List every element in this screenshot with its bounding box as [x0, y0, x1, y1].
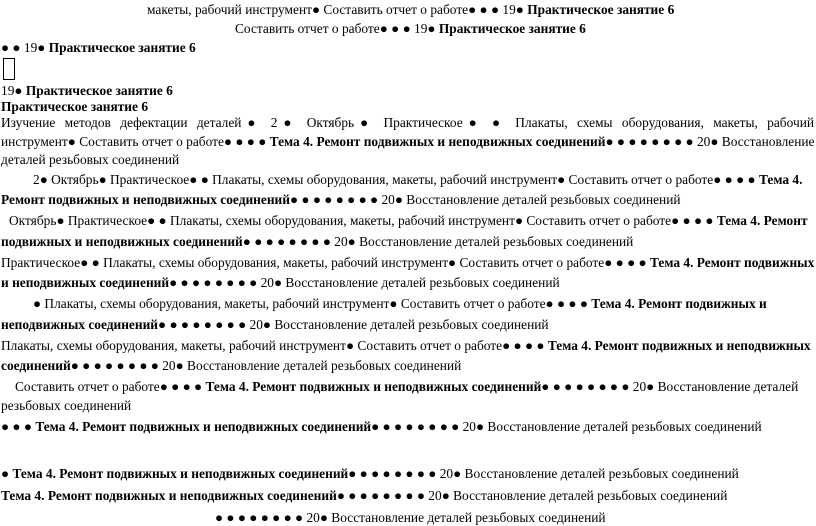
text-line-9 — [33, 172, 802, 188]
line-2-text: Составить отчет о работе● ● ● 19● — [235, 21, 439, 36]
line-22-text: ● — [1, 466, 13, 481]
line-16-heading: неподвижных соединений — [1, 317, 159, 332]
line-23-heading: Тема 4. Ремонт подвижных и неподвижных соединений — [1, 488, 337, 503]
line-15-heading: Тема 4. Ремонт подвижных и — [591, 296, 767, 311]
line-21-heading: Тема 4. Ремонт подвижных и неподвижных соединений — [35, 419, 372, 434]
line-6-word: рабочий — [767, 115, 815, 130]
text-line-14 — [1, 275, 560, 291]
text-line-7 — [1, 134, 815, 150]
line-9-heading: Тема 4. — [758, 172, 803, 187]
line-11-text: Октябрь● Практическое● ● Плакаты, схемы оборудования, макеты, рабочий инструмент● Составить отчет о работе● ● ● ● — [9, 213, 717, 228]
text-line-21 — [1, 419, 762, 435]
line-18-tail: ● ● ● ● ● ● ● ● 20● Восстановление деталей резьбовых соединений — [70, 358, 462, 373]
line-1-heading: Практическое занятие 6 — [527, 2, 675, 17]
line-20-text: резьбовых соединений — [1, 398, 132, 413]
line-10-tail: ● ● ● ● ● ● ● ● 20● Восстановление деталей резьбовых соединений — [289, 192, 681, 207]
line-6-word: деталей● 2● Октябрь● Практическое● ● Плакаты, — [196, 115, 568, 130]
line-6-word: дефектации — [120, 115, 188, 130]
line-16-tail: ● ● ● ● ● ● ● ● 20● Восстановление деталей резьбовых соединений — [158, 317, 549, 332]
line-22-heading: Тема 4. Ремонт подвижных и неподвижных соединений — [12, 466, 349, 481]
line-19-heading: Тема 4. Ремонт подвижных и неподвижных соединений — [205, 379, 542, 394]
text-line-22 — [1, 466, 739, 482]
line-13-text: Практическое● ● Плакаты, схемы оборудования, макеты, рабочий инструмент● Составить отчет о работе● ● ● ● — [1, 255, 650, 270]
line-10-heading: Ремонт подвижных и неподвижных соединений — [1, 192, 290, 207]
line-14-heading: и неподвижных соединений — [1, 275, 170, 290]
line-18-heading: соединений — [1, 358, 71, 373]
line-19-text: Составить отчет о работе● ● ● ● — [15, 379, 206, 394]
line-19-tail: ● ● ● ● ● ● ● ● 20● Восстановление деталей — [541, 379, 799, 394]
line-21-tail: ● ● ● ● ● ● ● ● 20● Восстановление деталей резьбовых соединений — [371, 419, 762, 434]
text-line-5 — [1, 99, 148, 115]
line-3-heading: Практическое занятие 6 — [48, 40, 196, 55]
line-15-text: ● Плакаты, схемы оборудования, макеты, рабочий инструмент● Составить отчет о работе● ● ● ● — [33, 296, 592, 311]
text-line-6 — [1, 115, 814, 131]
text-line-2 — [235, 21, 586, 37]
text-line-12 — [1, 234, 633, 250]
text-line-16 — [1, 317, 549, 333]
line-1-text: макеты, рабочий инструмент● Составить отчет о работе● ● ● 19● — [147, 2, 528, 17]
text-line-23 — [1, 488, 727, 504]
text-line-13 — [1, 255, 814, 271]
line-13-heading: Тема 4. Ремонт подвижных — [649, 255, 815, 270]
line-23-tail: ● ● ● ● ● ● ● ● 20● Восстановление деталей резьбовых соединений — [336, 488, 728, 503]
text-line-8 — [1, 152, 179, 168]
line-6-word: методов — [64, 115, 111, 130]
line-8-text: деталей резьбовых соединений — [1, 152, 180, 167]
line-12-tail: ● ● ● ● ● ● ● ● 20● Восстановление деталей резьбовых соединений — [242, 234, 634, 249]
line-3-text: ● ● 19● — [1, 40, 49, 55]
line-5-heading: Практическое занятие 6 — [1, 99, 149, 114]
line-17-text: Плакаты, схемы оборудования, макеты, рабочий инструмент● Составить отчет о работе● ● ● ● — [1, 338, 548, 353]
line-17-heading: Тема 4. Ремонт подвижных и неподвижных — [547, 338, 811, 353]
text-line-11 — [9, 213, 808, 229]
text-line-24 — [215, 510, 606, 526]
line-6-word: схемы — [577, 115, 613, 130]
text-line-10 — [1, 192, 681, 208]
text-line-18 — [1, 358, 461, 374]
text-line-15 — [33, 296, 767, 312]
line-14-tail: ● ● ● ● ● ● ● ● 20● Восстановление деталей резьбовых соединений — [169, 275, 560, 290]
line-12-heading: подвижных и неподвижных соединений — [1, 234, 243, 249]
text-line-17 — [1, 338, 811, 354]
text-line-20 — [1, 398, 131, 414]
text-line-4 — [1, 83, 173, 99]
line-24-tail: ● ● ● ● ● ● ● ● 20● Восстановление деталей резьбовых соединений — [215, 510, 606, 525]
text-line-1 — [147, 2, 674, 18]
line-6-word: макеты, — [713, 115, 758, 130]
line-11-heading: Тема 4. Ремонт — [716, 213, 808, 228]
text-line-19 — [15, 379, 798, 395]
text-line-3 — [1, 40, 196, 56]
empty-box — [3, 58, 15, 80]
line-21-text: ● ● ● — [1, 419, 36, 434]
line-6-word: оборудования, — [621, 115, 704, 130]
line-7-tail: ● ● ● ● ● ● ● ● 20● Восстановление — [605, 134, 815, 149]
line-2-heading: Практическое занятие 6 — [438, 21, 586, 36]
line-22-tail: ● ● ● ● ● ● ● ● 20● Восстановление деталей резьбовых соединений — [348, 466, 739, 481]
line-9-text: 2● Октябрь● Практическое● ● Плакаты, схемы оборудования, макеты, рабочий инструмент● Составить отчет о работе● ● ● ● — [33, 172, 759, 187]
line-6-word: Изучение — [1, 115, 56, 130]
line-4-heading: Практическое занятие 6 — [25, 83, 173, 98]
line-7-text: инструмент● Составить отчет о работе● ● ● ● — [1, 134, 270, 149]
line-7-heading: Тема 4. Ремонт подвижных и неподвижных соединений — [269, 134, 606, 149]
line-4-text: 19● — [1, 83, 26, 98]
